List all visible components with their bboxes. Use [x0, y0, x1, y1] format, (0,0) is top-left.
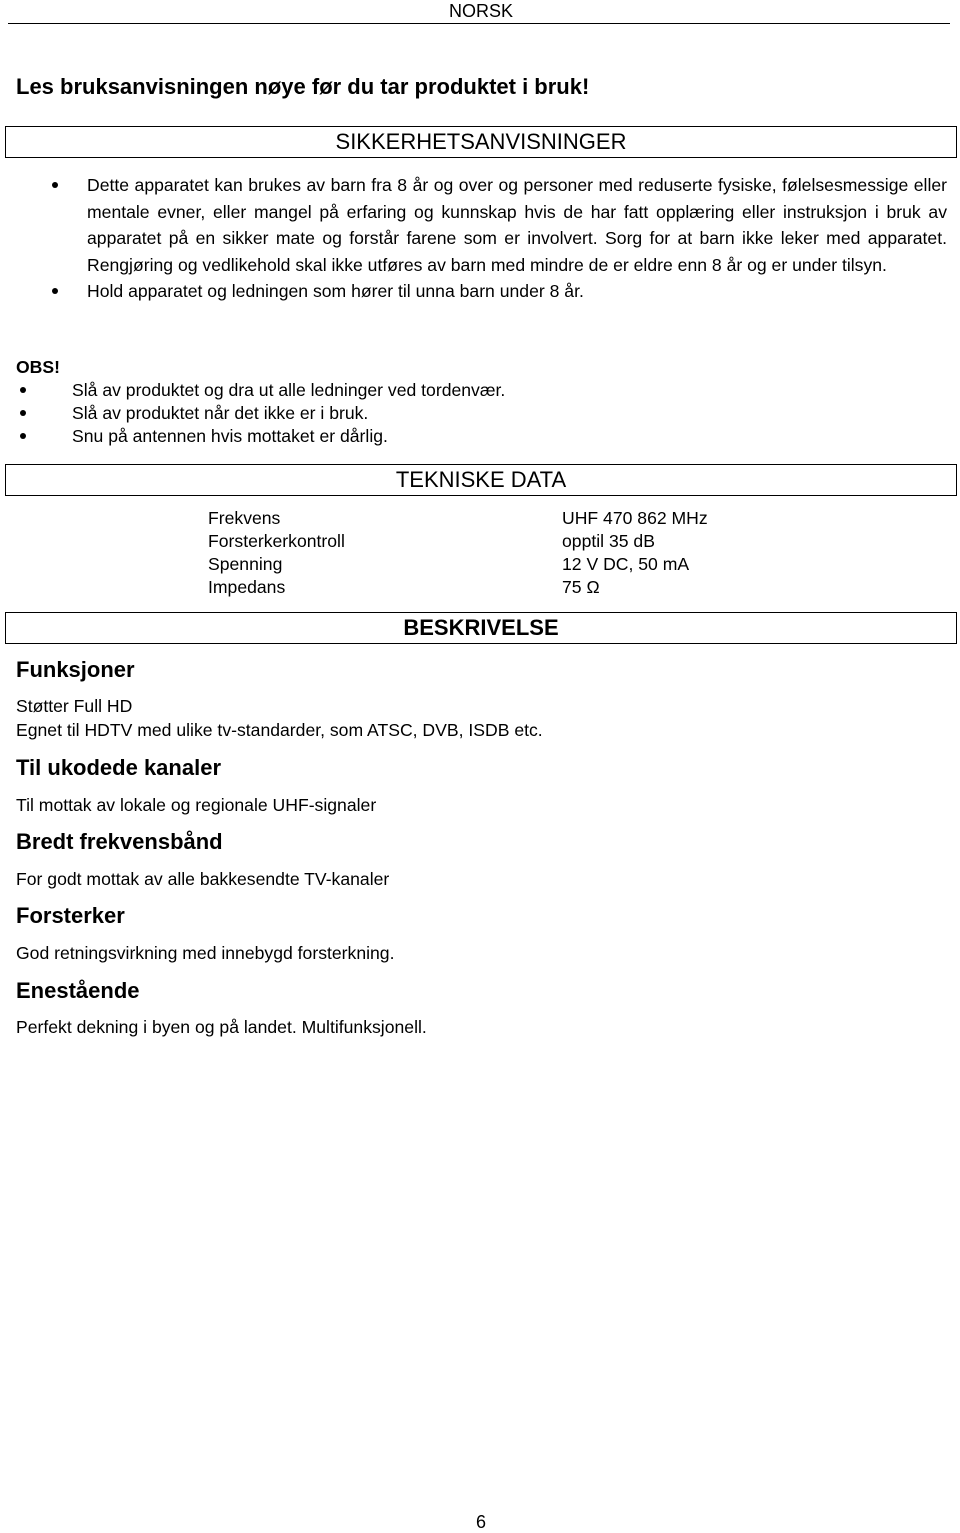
safety-list: [0, 172, 960, 305]
bullet-icon: [20, 387, 26, 393]
section-text: For godt mottak av alle bakkesendte TV-kanaler: [16, 869, 390, 889]
intro-warning: Les bruksanvisningen nøye før du tar produktet i bruk!: [16, 74, 590, 99]
safety-item: [0, 172, 960, 278]
section-text: God retningsvirkning med innebygd forsterkning.: [16, 943, 395, 963]
spec-row: [208, 576, 708, 599]
features-heading: Funksjoner: [16, 657, 135, 682]
spec-table: [208, 507, 708, 599]
page-number: 6: [475, 1512, 486, 1532]
description-title: BESKRIVELSE: [5, 612, 957, 644]
spec-name: Spenning: [208, 554, 283, 574]
obs-list: [0, 379, 960, 448]
section-heading: Forsterker: [16, 903, 125, 928]
safety-item: [0, 278, 960, 305]
page-language-label: NORSK: [448, 1, 513, 21]
spec-row: [208, 530, 708, 553]
bullet-icon: [20, 433, 26, 439]
bullet-icon: [52, 182, 58, 188]
technical-data-title: TEKNISKE DATA: [5, 464, 957, 496]
bullet-icon: [52, 288, 58, 294]
section-text: Perfekt dekning i byen og på landet. Multifunksjonell.: [16, 1017, 427, 1037]
spec-row: [208, 507, 708, 530]
obs-item-text: Slå av produktet når det ikke er i bruk.: [72, 403, 369, 423]
safety-item-text: Hold apparatet og ledningen som hører til unna barn under 8 år.: [87, 281, 584, 301]
spec-value: 75 Ω: [562, 577, 600, 597]
obs-label: OBS!: [16, 357, 60, 377]
obs-item-text: Slå av produktet og dra ut alle ledninger ved tordenvær.: [72, 380, 506, 400]
section-heading: Bredt frekvensbånd: [16, 829, 223, 854]
bullet-icon: [20, 410, 26, 416]
spec-value: opptil 35 dB: [562, 531, 655, 551]
spec-row: [208, 553, 708, 576]
spec-name: Forsterkerkontroll: [208, 531, 345, 551]
safety-section-title: SIKKERHETSANVISNINGER: [5, 126, 957, 158]
spec-name: Impedans: [208, 577, 286, 597]
feature-line: Støtter Full HD: [16, 696, 133, 716]
section-heading: Til ukodede kanaler: [16, 755, 222, 780]
spec-value: 12 V DC, 50 mA: [562, 554, 690, 574]
section-heading: Enestående: [16, 978, 140, 1003]
obs-item-text: Snu på antennen hvis mottaket er dårlig.: [72, 426, 388, 446]
spec-name: Frekvens: [208, 508, 281, 528]
section-text: Til mottak av lokale og regionale UHF-signaler: [16, 795, 377, 815]
obs-item: [0, 402, 960, 425]
safety-item-text: Dette apparatet kan brukes av barn fra 8 år og over og personer med reduserte fysiske, følelsesmessige eller mentale evner, eller mangel på erfaring og kunnskap hvis de har fatt opplæring eller instruksjon i bruk av apparatet på en sikker mate og forstår farene som er involvert. Sorg for at barn ikke leker med apparatet. Rengjøring og vedlikehold skal ikke utføres av barn med mindre de er eldre enn 8 år og er under tilsyn.: [87, 175, 947, 275]
header-divider: [8, 23, 950, 24]
obs-item: [0, 425, 960, 448]
feature-line: Egnet til HDTV med ulike tv-standarder, som ATSC, DVB, ISDB etc.: [16, 720, 543, 740]
spec-value: UHF 470 862 MHz: [562, 508, 708, 528]
obs-item: [0, 379, 960, 402]
